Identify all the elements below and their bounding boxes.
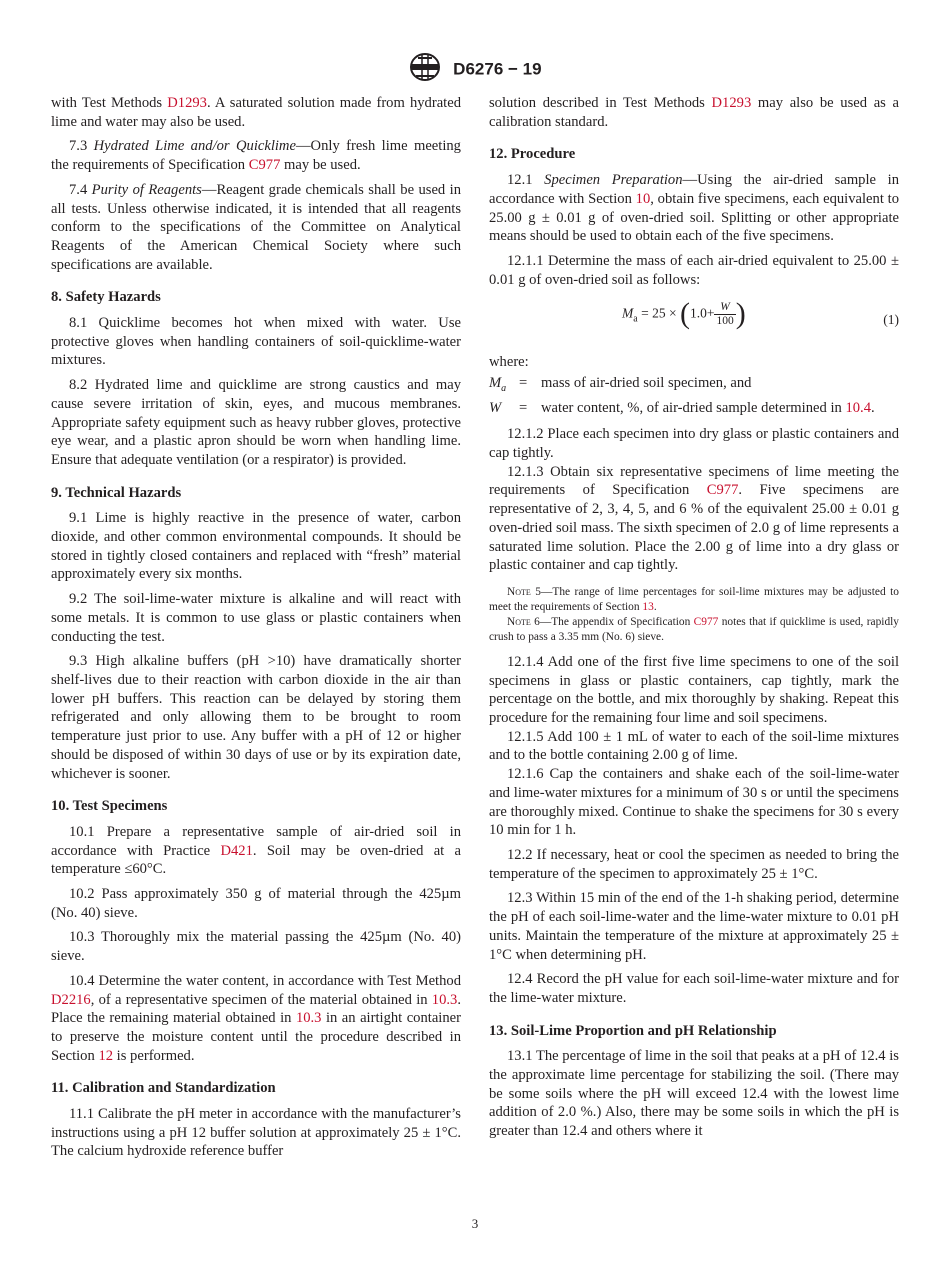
variable-definitions: $M_a$ = mass of air-dried soil specimen, and W = water content, %, of air-dried sample determined in 10.4.: [489, 374, 899, 417]
paragraph-11-1-cont: solution described in Test Methods D1293 may also be used as a calibration standard.: [489, 95, 899, 130]
link-section-10[interactable]: 10: [635, 190, 651, 207]
paragraph-7-4: 7.4 Purity of Reagents—Reagent grade chemicals shall be used in all tests. Unless otherwise indicated, it is intended that all reagents conform to the specifications of the Committee on Analytical Reagents of the American Chemical Society where such specifications are available.: [51, 181, 461, 273]
paragraph-12-3: 12.3 Within 15 min of the end of the 1-h shaking period, determine the pH of each soil-lime-water and the lime-water mixture to 0.01 pH units. Maintain the temperature of the mixture at approximately 25 ± 1°C when determining pH.: [489, 890, 899, 963]
paragraph-10-4: 10.4 Determine the water content, in accordance with Test Method D2216, of a representative specimen of the material obtained in 10.3. Place the remaining material obtained in 10.3 in an airtight container to preserve the moisture content until the procedure described in Section 12 is performed.: [51, 972, 461, 1064]
paragraph-8-2: 8.2 Hydrated lime and quicklime are strong caustics and may cause severe irritation of skin, eyes, and mucous membranes. Appropriate safety equipment such as heavy rubber gloves, protective eye wear, and a plastic apron should be worn when handling lime. Ensure that adequate ventilation (or a respirator) is provided.: [51, 377, 461, 468]
paragraph-9-2: 9.2 The soil-lime-water mixture is alkaline and will react with some metals. It is common to use glass or plastic containers when conducting the test.: [51, 591, 461, 645]
section-heading-13: 13. Soil-Lime Proportion and pH Relationship: [489, 1022, 777, 1039]
note-5: Note 5—The range of lime percentages for soil-lime mixtures may be adjusted to meet the requirements of Section 13.: [489, 585, 900, 613]
paragraph-12-1: 12.1 Specimen Preparation—Using the air-dried sample in accordance with Section 10, obtain five specimens, each equivalent to 25.00 g ± 0.01 g of oven-dried soil. Splitting or other appropriate means should be used to obtain each of the five specimens.: [489, 172, 899, 245]
paragraph-12-1-5: 12.1.5 Add 100 ± 1 mL of water to each of the soil-lime mixtures and to the bottle containing 2.00 g of lime.: [489, 728, 899, 764]
link-d1293[interactable]: D1293: [167, 95, 207, 111]
paragraph-10-3: 10.3 Thoroughly mix the material passing the 425µm (No. 40) sieve.: [51, 929, 461, 965]
paragraph-9-3: 9.3 High alkaline buffers (pH >10) have dramatically shorter shelf-lives due to their reaction with carbon dioxide in the air than lower pH buffers. This reaction can be delayed by storing them refrigerated and only allowing them to be brought to room temperature just prior to use. Any buffer with a pH of 12 or higher should be disposed of within 30 days of use or by its expiration date, whichever is sooner.: [51, 653, 461, 782]
link-section-10-3[interactable]: 10.3: [295, 1010, 322, 1027]
section-heading-9: 9. Technical Hazards: [51, 484, 182, 501]
where-label: where:: [489, 354, 529, 371]
paragraph-12-2: 12.2 If necessary, heat or cool the specimen as needed to bring the temperature of the specimen to approximately 25 ± 1°C.: [489, 847, 899, 882]
note-6: Note 6—The appendix of Specification C977 notes that if quicklime is used, rapidly crush to pass a 3.35 mm (No. 6) sieve.: [489, 615, 899, 643]
link-section-10-3[interactable]: 10.3: [431, 991, 458, 1008]
link-d421[interactable]: D421: [220, 842, 253, 859]
equation-fraction: $\frac{W}{100}$: [716, 301, 734, 328]
paragraph-7-3: 7.3 Hydrated Lime and/or Quicklime—Only fresh lime meeting the requirements of Specification C977 may be used.: [51, 138, 461, 174]
standard-designation: D6276 − 19: [453, 59, 542, 79]
left-column: [51, 94, 461, 1167]
paragraph-13-1: 13.1 The percentage of lime in the soil that peaks at a pH of 12.4 is the approximate lime percentage for stabilizing the soil. (There may be some soils where the pH will exceed 12.4 with the lowest lime addition of 2.0 %.) Also, there may be some soils in which the pH is greater than 12.4 and others where it: [489, 1048, 899, 1140]
link-c977[interactable]: C977: [693, 615, 719, 628]
link-d1293[interactable]: D1293: [711, 95, 752, 111]
section-heading-11: 11. Calibration and Standardization: [51, 1080, 276, 1097]
link-d2216[interactable]: D2216: [51, 991, 91, 1008]
link-section-13[interactable]: 13: [642, 600, 654, 613]
paragraph-11-1: 11.1 Calibrate the pH meter in accordance with the manufacturer’s instructions using a pH 12 buffer solution at approximately 25 ± 1°C. The calcium hydroxide reference buffer: [51, 1106, 461, 1160]
equation-formula: $M_a = 25 \times (1.0+$ $\frac{W}{100}$ ): [622, 297, 746, 331]
paragraph-12-1-4: 12.1.4 Add one of the first five lime specimens to one of the soil specimens in glass or plastic containers, cap tightly, mark the percentage on the bottle, and mix thoroughly by shaking. Repeat this procedure for the remaining four lime and soil specimens.: [489, 653, 899, 727]
paragraph-10-2: 10.2 Pass approximately 350 g of material through the 425µm (No. 40) sieve.: [51, 886, 461, 921]
paragraph-7-2-cont: with Test Methods D1293. A saturated solution made from hydrated lime and water may also be used.: [51, 95, 462, 130]
paragraph-12-1-6: 12.1.6 Cap the containers and shake each of the soil-lime-water and lime-water mixtures for a minimum of 30 s or until the specimens are thoroughly mixed. Continue to shake the specimens for 30 s every 10 min for 1 h.: [489, 766, 899, 839]
definition-symbol: $M_a$: [489, 375, 507, 394]
right-column: [489, 94, 899, 1147]
paragraph-12-1-3: 12.1.3 Obtain six representative specimens of lime meeting the requirements of Specification C977. Five specimens are representative of 2, 3, 4, 5, and 6 % of the equivalent 25.00 ± 0.01 g oven-dried soil mass. The sixth specimen of 2.0 g of lime represents a saturated lime solution. Place the 2.00 g of lime into a dry glass or plastic container and cap tightly.: [489, 463, 899, 574]
paragraph-10-1: 10.1 Prepare a representative sample of air-dried soil in accordance with Practice D421. Soil may be oven-dried at a temperature ≤60°C.: [51, 823, 461, 878]
definition-symbol: W: [489, 399, 502, 416]
link-c977[interactable]: C977: [706, 482, 739, 499]
page-number: 3: [471, 1216, 479, 1231]
paragraph-9-1: 9.1 Lime is highly reactive in the presence of water, carbon dioxide, and other common environmental compounds. It should be stored in tightly closed containers and replaced with “fresh” material approximately every six months.: [51, 510, 461, 583]
astm-logo-icon: [408, 52, 442, 87]
link-c977[interactable]: C977: [248, 157, 281, 174]
section-heading-12: 12. Procedure: [489, 146, 576, 163]
definition-text: mass of air-dried soil specimen, and: [541, 375, 752, 392]
paragraph-12-4: 12.4 Record the pH value for each soil-lime-water mixture and for the lime-water mixture.: [489, 971, 899, 1006]
section-heading-10: 10. Test Specimens: [51, 798, 168, 815]
paragraph-8-1: 8.1 Quicklime becomes hot when mixed with water. Use protective gloves when handling containers of soil-quicklime-water mixtures.: [51, 315, 461, 369]
section-heading-8: 8. Safety Hazards: [51, 289, 161, 306]
equation-number: (1): [883, 312, 899, 328]
link-section-12[interactable]: 12: [98, 1047, 114, 1064]
paragraph-12-1-2: 12.1.2 Place each specimen into dry glass or plastic containers and cap tightly.: [489, 426, 899, 462]
page-header: [0, 52, 950, 87]
paragraph-12-1-1: 12.1.1 Determine the mass of each air-dried equivalent to 25.00 ± 0.01 g of oven-dried soil as follows:: [489, 252, 899, 288]
equation-1: [489, 297, 899, 343]
link-section-10-4[interactable]: 10.4: [845, 399, 871, 416]
definition-text: water content, %, of air-dried sample determined in 10.4.: [541, 399, 875, 416]
